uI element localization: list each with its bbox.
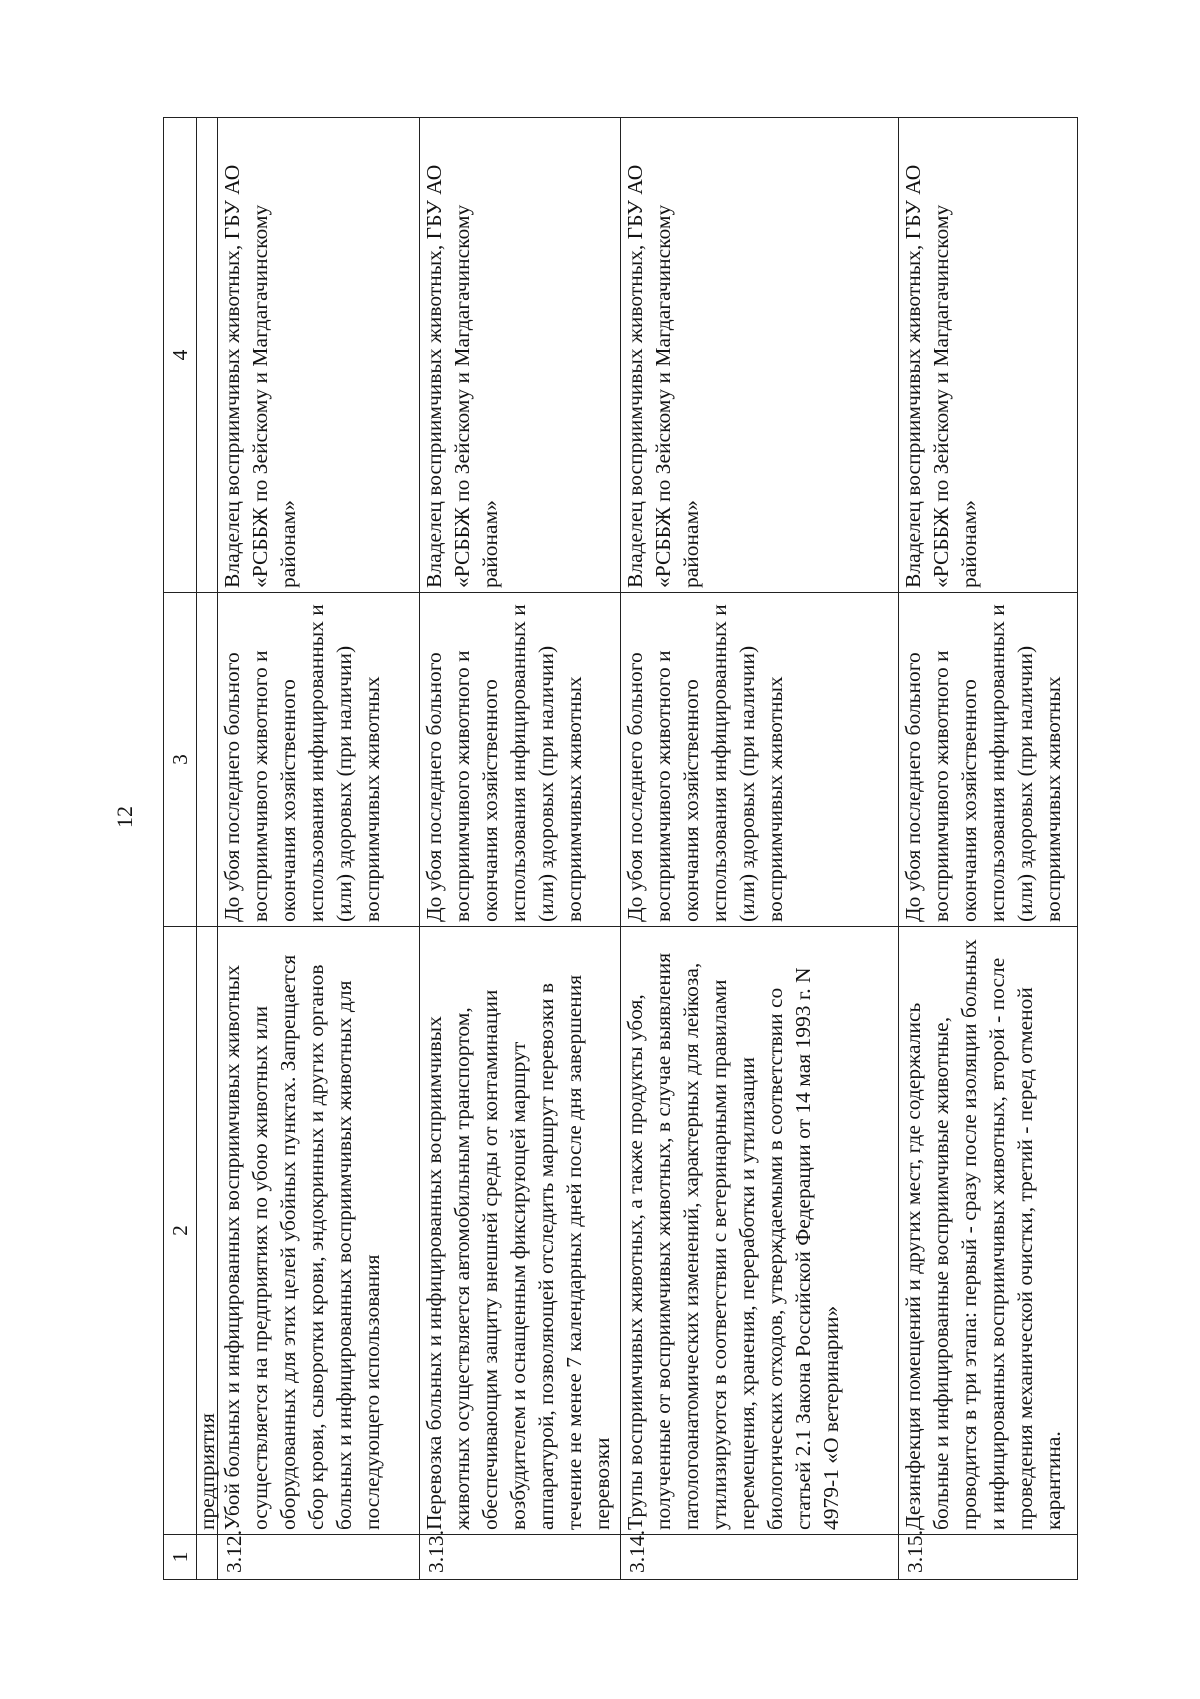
continuation-text: предприятия — [197, 927, 218, 1535]
row-action: Перевозка больных и инфицированных восприимчивых животных осуществляется автомобильным транспортом, обеспечивающим защиту внешней среды от контаминации возбудителем и оснащенным фиксирующей маршрут аппаратурой, позволяющей отследить маршрут перевозки в течение не менее 7 календарных дней после дня завершения перевозки — [420, 927, 621, 1535]
table-row — [218, 118, 420, 1580]
header-col-1: 1 — [164, 1535, 197, 1580]
table-row — [621, 118, 899, 1580]
page-number: 12 — [112, 806, 137, 828]
rotated-table-container — [163, 118, 1063, 1580]
row-number: 3.12. — [218, 1535, 420, 1580]
row-term: До убоя последнего больного восприимчивого животного и окончания хозяйственного использования инфицированных и (или) здоровых (при наличии) восприимчивых животных — [218, 593, 420, 927]
row-responsible: Владелец восприимчивых животных, ГБУ АО «РСББЖ по Зейскому и Магдагачинскому районам» — [420, 118, 621, 593]
continuation-row — [197, 118, 218, 1580]
row-action: Убой больных и инфицированных восприимчивых животных осуществляется на предприятиях по убою животных или оборудованных для этих целей убойных пунктах. Запрещается сбор крови, сыворотки крови, эндокринных и других органов больных и инфицированных восприимчивых животных для последующего использования — [218, 927, 420, 1535]
row-number: 3.15. — [899, 1535, 1078, 1580]
header-col-4: 4 — [164, 118, 197, 593]
row-number: 3.14. — [621, 1535, 899, 1580]
row-number: 3.13. — [420, 1535, 621, 1580]
header-col-2: 2 — [164, 927, 197, 1535]
row-term: До убоя последнего больного восприимчивого животного и окончания хозяйственного использования инфицированных и (или) здоровых (при наличии) восприимчивых животных — [420, 593, 621, 927]
table-row — [899, 118, 1078, 1580]
row-action: Трупы восприимчивых животных, а также продукты убоя, полученные от восприимчивых животных, в случае выявления патологоанатомических изменений, характерных для лейкоза, утилизируются в соответствии с ветеринарными правилами перемещения, хранения, переработки и утилизации биологических отходов, утверждаемыми в соответствии со статьей 2.1 Закона Российской Федерации от 14 мая 1993 г. N 4979-1 «О ветеринарии» — [621, 927, 899, 1535]
row-action: Дезинфекция помещений и других мест, где содержались больные и инфицированные восприимчивые животные, проводится в три этапа: первый - сразу после изоляции больных и инфицированных восприимчивых животных, второй - после проведения механической очистки, третий - перед отменой карантина. — [899, 927, 1078, 1535]
row-term: До убоя последнего больного восприимчивого животного и окончания хозяйственного использования инфицированных и (или) здоровых (при наличии) восприимчивых животных — [621, 593, 899, 927]
row-term: До убоя последнего больного восприимчивого животного и окончания хозяйственного использования инфицированных и (или) здоровых (при наличии) восприимчивых животных — [899, 593, 1078, 927]
header-col-3: 3 — [164, 593, 197, 927]
table-row — [420, 118, 621, 1580]
row-responsible: Владелец восприимчивых животных, ГБУ АО «РСББЖ по Зейскому и Магдагачинскому районам» — [899, 118, 1078, 593]
measures-table — [163, 117, 1078, 1580]
row-responsible: Владелец восприимчивых животных, ГБУ АО «РСББЖ по Зейскому и Магдагачинскому районам» — [218, 118, 420, 593]
table-header-row — [164, 118, 197, 1580]
row-responsible: Владелец восприимчивых животных, ГБУ АО «РСББЖ по Зейскому и Магдагачинскому районам» — [621, 118, 899, 593]
